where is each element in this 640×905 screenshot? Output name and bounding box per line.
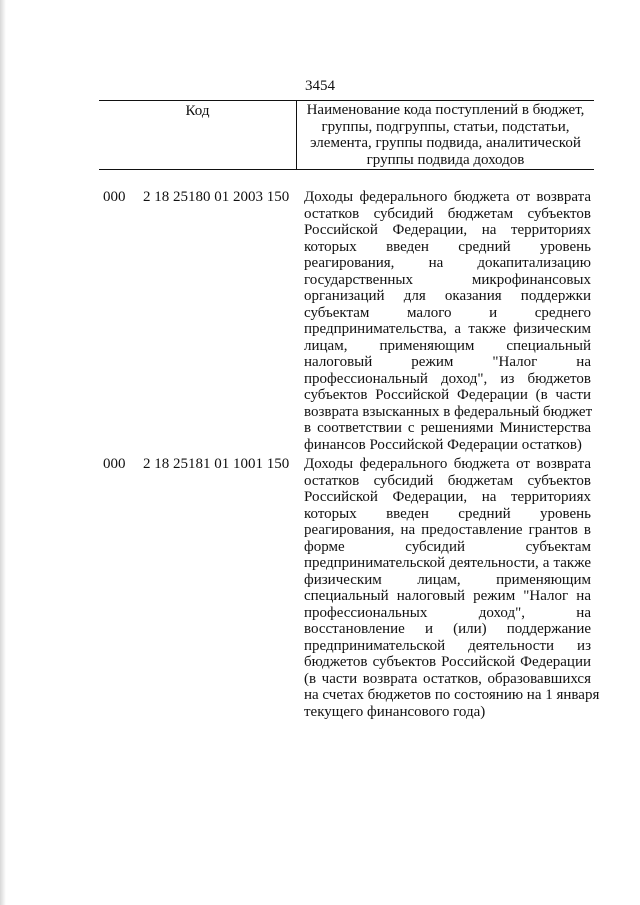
description-line: в соответствии с решениями Министерства [304, 420, 591, 436]
description-line: организаций для оказания поддержки [304, 288, 591, 304]
description-line: реагирования, на докапитализацию [304, 255, 591, 271]
row-income-code: 2 18 25180 01 2003 150 [143, 189, 290, 205]
description-line: текущего финансового года) [304, 703, 486, 720]
description-line: профессиональный доход", из бюджетов [304, 370, 591, 387]
description-line: предпринимательской деятельности из [304, 637, 591, 654]
row-description [304, 456, 600, 720]
description-line: которых введен средний уровень [304, 505, 591, 522]
description-line: Российской Федерации, на территориях [304, 222, 591, 238]
description-line: восстановление и (или) поддержание [304, 621, 591, 637]
description-line: лицам, применяющим специальный [304, 337, 591, 354]
scan-edge-shadow [0, 0, 6, 905]
description-line: Доходы федерального бюджета от возврата [304, 456, 591, 472]
description-line: Доходы федерального бюджета от возврата [304, 189, 591, 205]
table-header [99, 100, 594, 170]
header-name-line: Наименование кода поступлений в бюджет, [306, 102, 585, 118]
header-code-cell [99, 101, 297, 169]
description-line: бюджетов субъектов Российской Федерации [304, 654, 591, 670]
row-income-code: 2 18 25181 01 1001 150 [143, 456, 290, 472]
header-name-line: группы подвида доходов [366, 151, 525, 168]
description-line: (в части возврата остатков, образовавшихся [304, 670, 591, 687]
description-line: предпринимательской деятельности, а также [304, 555, 591, 571]
description-line: остатков субсидий бюджетам субъектов [304, 472, 591, 489]
description-line: которых введен средний уровень [304, 238, 591, 255]
description-line: форме субсидий субъектам [304, 538, 591, 555]
header-name-cell [297, 101, 594, 169]
description-line: предпринимательства, а также физическим [304, 321, 591, 337]
header-name-line: группы, подгруппы, статьи, подстатьи, [321, 118, 570, 135]
description-line: Российской Федерации, на территориях [304, 489, 591, 505]
header-name-line: элемента, группы подвида, аналитической [310, 135, 581, 151]
description-line: финансов Российской Федерации остатков) [304, 436, 582, 453]
description-line: государственных микрофинансовых [304, 271, 591, 288]
description-line: профессиональных доход", на [304, 604, 591, 621]
description-line: остатков субсидий бюджетам субъектов [304, 205, 591, 222]
row-description [304, 189, 591, 453]
description-line: реагирования, на предоставление грантов в [304, 522, 591, 538]
description-line: субъектам малого и среднего [304, 304, 591, 321]
description-line: субъектов Российской Федерации (в части [304, 387, 591, 403]
description-line: налоговый режим "Налог на [304, 354, 591, 370]
row-admin-code: 000 [103, 189, 126, 205]
page-number: 3454 [305, 78, 335, 94]
header-code-label: Код [185, 103, 210, 119]
description-line: физическим лицам, применяющим [304, 571, 591, 588]
description-line: на счетах бюджетов по состоянию на 1 января [304, 687, 600, 703]
row-admin-code: 000 [103, 456, 126, 472]
description-line: специальный налоговый режим "Налог на [304, 588, 591, 604]
description-line: возврата взысканных в федеральный бюджет [304, 403, 593, 420]
